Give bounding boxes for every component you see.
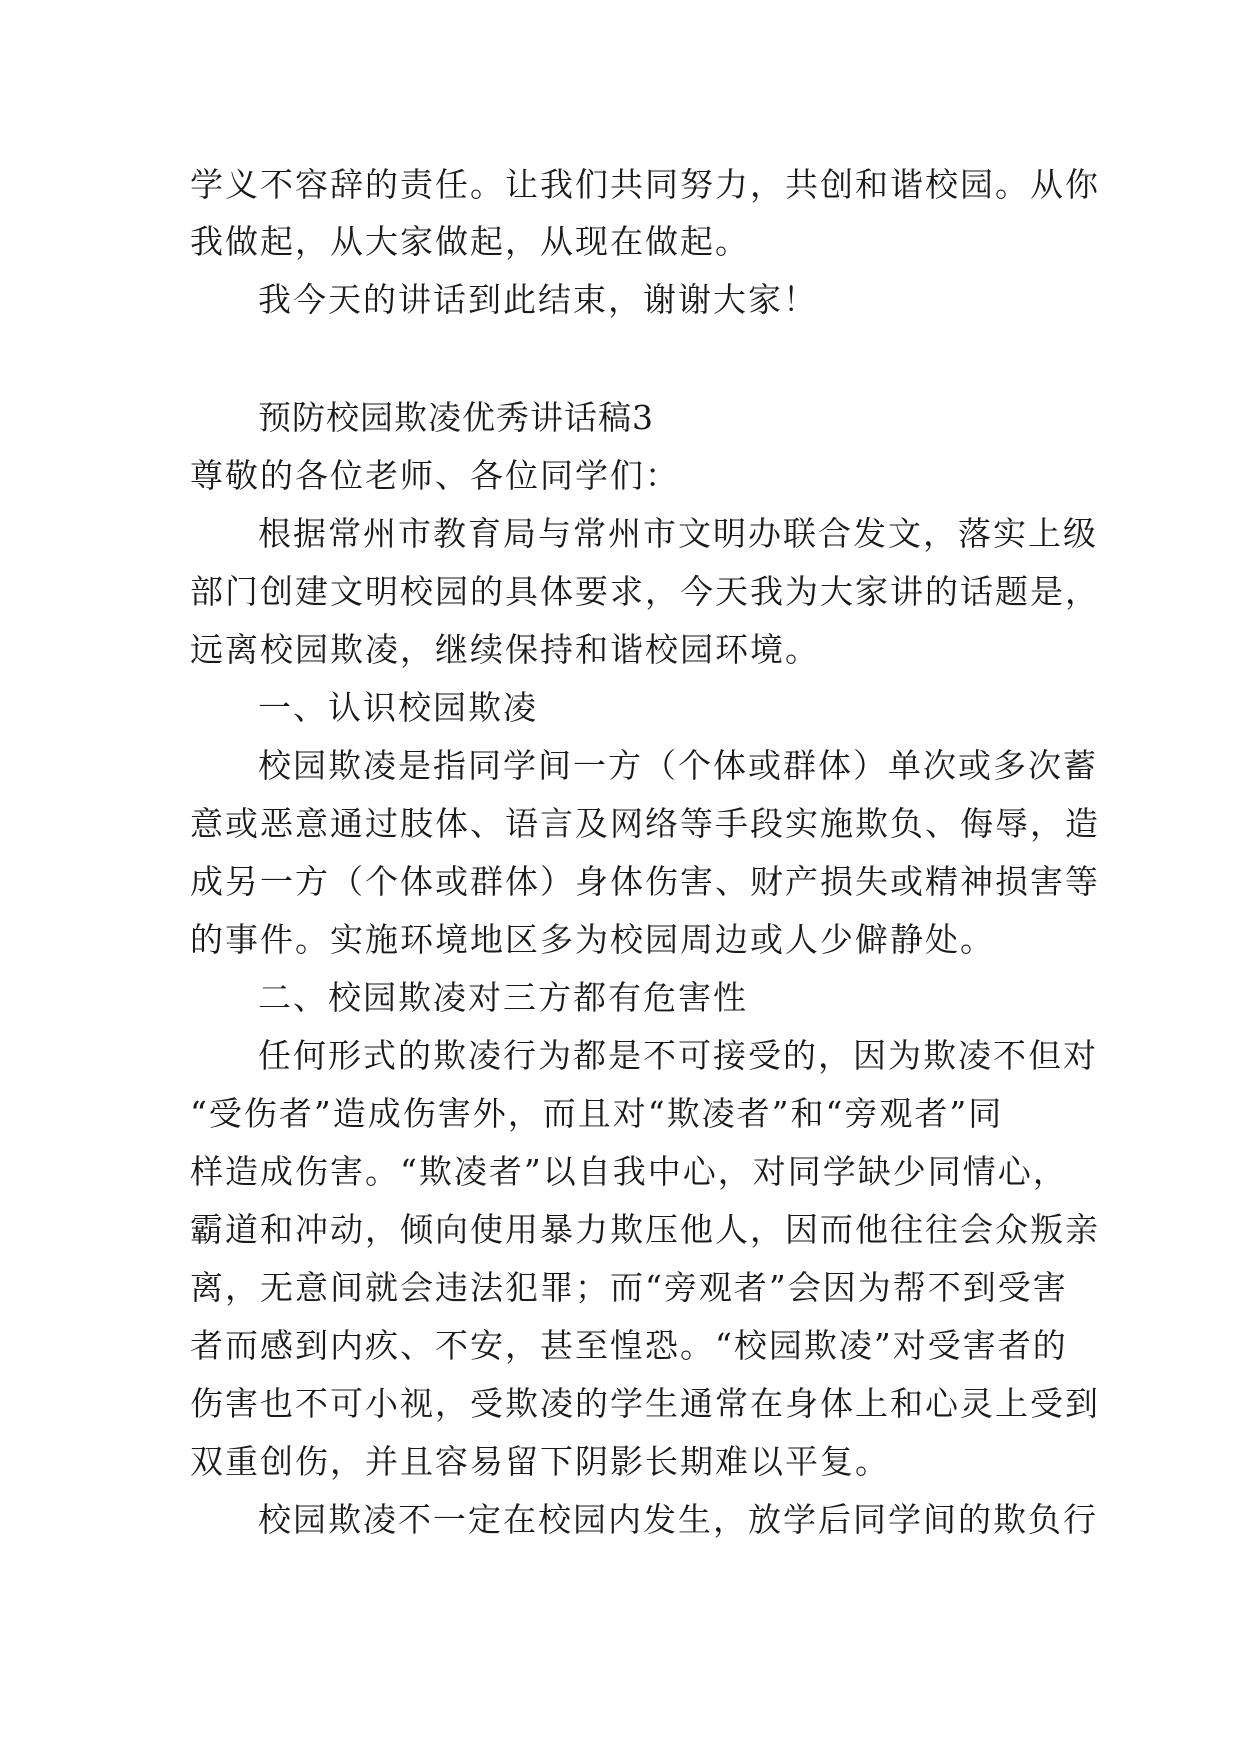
text-line: 校园欺凌不一定在校园内发生，放学后同学间的欺负行 — [258, 1500, 1098, 1539]
text-line: 离，无意间就会违法犯罪；而“旁观者”会因为帮不到受害 — [190, 1268, 1068, 1307]
text-line: 我今天的讲话到此结束，谢谢大家！ — [258, 280, 818, 319]
salutation: 尊敬的各位老师、各位同学们： — [190, 456, 680, 495]
text-line: 校园欺凌是指同学间一方（个体或群体）单次或多次蓄 — [258, 746, 1098, 785]
text-line: 成另一方（个体或群体）身体伤害、财产损失或精神损害等 — [190, 862, 1100, 901]
text-line: 意或恶意通过肢体、语言及网络等手段实施欺负、侮辱，造 — [190, 804, 1100, 843]
text-line: 我做起，从大家做起，从现在做起。 — [190, 222, 750, 261]
text-line: 任何形式的欺凌行为都是不可接受的，因为欺凌不但对 — [258, 1036, 1098, 1075]
text-line: 部门创建文明校园的具体要求，今天我为大家讲的话题是， — [190, 572, 1100, 611]
subheading: 二、校园欺凌对三方都有危害性 — [258, 978, 748, 1017]
text-line: 者而感到内疚、不安，甚至惶恐。“校园欺凌”对受害者的 — [190, 1326, 1068, 1365]
text-line: 霸道和冲动，倾向使用暴力欺压他人，因而他往往会众叛亲 — [190, 1210, 1100, 1249]
subheading: 一、认识校园欺凌 — [258, 688, 538, 727]
text-line: 双重创伤，并且容易留下阴影长期难以平复。 — [190, 1442, 890, 1481]
text-line: 远离校园欺凌，继续保持和谐校园环境。 — [190, 630, 820, 669]
text-line: “受伤者”造成伤害外，而且对“欺凌者”和“旁观者”同 — [190, 1094, 1004, 1133]
text-line: 样造成伤害。“欺凌者”以自我中心，对同学缺少同情心， — [190, 1152, 1068, 1191]
text-line: 学义不容辞的责任。让我们共同努力，共创和谐校园。从你 — [190, 165, 1100, 204]
text-line: 的事件。实施环境地区多为校园周边或人少僻静处。 — [190, 920, 995, 959]
text-line: 伤害也不可小视，受欺凌的学生通常在身体上和心灵上受到 — [190, 1384, 1100, 1423]
text-line: 根据常州市教育局与常州市文明办联合发文，落实上级 — [258, 514, 1098, 553]
section-title: 预防校园欺凌优秀讲话稿3 — [258, 398, 654, 437]
